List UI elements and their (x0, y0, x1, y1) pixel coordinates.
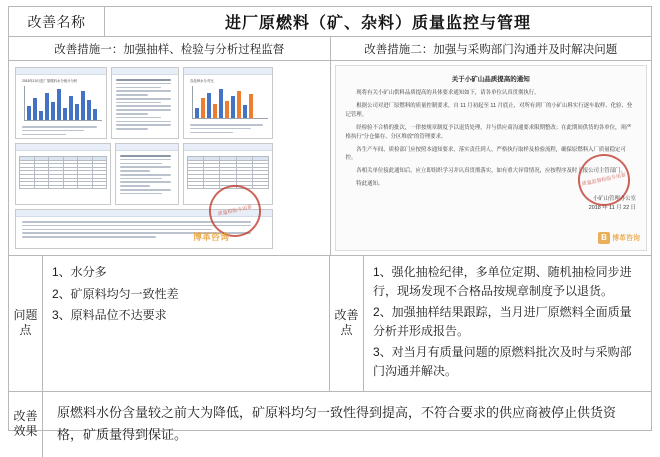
stamp-text: 质量检验专用章 (217, 204, 253, 218)
doc-header-bar (184, 68, 272, 75)
problem-list (43, 256, 330, 391)
doc-header-bar (16, 144, 110, 151)
improvement-report-table (8, 6, 652, 443)
list-item: 2、矿原料均匀一致性差 (52, 286, 179, 301)
doc-header-bar (16, 68, 106, 75)
page-title: 进厂原燃料（矿、杂料）质量监控与管理 (224, 15, 531, 32)
notice-paragraph-6: 特此通知。 (356, 181, 384, 188)
stamp-text: 质量监督检验专用章 (581, 172, 627, 188)
chart-y-axis (24, 86, 25, 120)
list-item: 3、原料品位不达要求 (52, 308, 167, 323)
mini-bar-chart (195, 86, 253, 118)
doc-text-lines (188, 122, 270, 137)
notice-sign-date: 2018 年 11 月 22 日 (588, 205, 636, 212)
collage-doc-chart-2 (183, 67, 273, 139)
notice-sign-company: 小矿山管理办公室 (592, 196, 636, 203)
list-item: 3、对当月有质量问题的原燃料批次及时与采购部门沟通并解决。 (373, 345, 632, 378)
measure-one-evidence (9, 61, 331, 255)
collage-doc-table-1 (15, 143, 111, 205)
measures-header-row (9, 37, 651, 61)
collage-doc-text-2 (115, 143, 179, 205)
doc-header-bar (112, 68, 178, 75)
list-item: 2、加强抽样结果跟踪，当月进厂原燃料全面质量分析并形成报告。 (373, 305, 632, 338)
improvement-label (330, 256, 364, 391)
watermark-right (598, 232, 640, 244)
effect-label-text: 改善效果 (13, 409, 38, 439)
mini-chart-title: 各品种水分对比 (190, 79, 214, 83)
watermark-left: 博革咨询 (193, 232, 230, 242)
improvement-column (330, 256, 651, 391)
notice-paragraph-1: 现将有关小矿山供料品质提高的具体要求通知如下，请各单位认真贯彻执行。 (356, 90, 540, 96)
title-label: 改善名称 (9, 7, 105, 36)
notice-heading: 关于小矿山品质提高的通知 (451, 76, 530, 83)
measure-two-evidence (331, 61, 652, 255)
effect-text: 原燃料水份含量较之前大为降低，矿原料均匀一致性得到提高，不符合要求的供应商被停止供货资格，矿质量得到保证。 (57, 404, 617, 443)
notice-document (335, 65, 648, 251)
problem-label (9, 256, 43, 391)
measure-one-header: 改善措施一：加强抽样、检验与分析过程监督 (9, 37, 331, 60)
notice-paragraph-5: 各相关单位接此通知后，应立即组织学习并认真贯彻落实，如有重大异常情况，应按程序及时上报公司主管部门。 (356, 168, 626, 175)
doc-header-bar (116, 144, 178, 151)
watermark-badge-icon: B (598, 232, 610, 244)
list-item: 1、强化抽检纪律，多单位定期、随机抽检同步进行，现场发现不合格品按规章制度予以退货。 (373, 265, 632, 298)
title-row (9, 7, 651, 37)
measure-two-header: 改善措施二：加强与采购部门沟通并及时解决问题 (364, 43, 618, 56)
watermark-label: 博革咨询 (612, 235, 640, 242)
chart-x-axis (24, 120, 102, 121)
doc-text-lines (20, 124, 104, 139)
collage-doc-chart-1 (15, 67, 107, 139)
list-item: 1、水分多 (52, 265, 107, 279)
notice-paragraph-2: 根据公司对进厂原燃料的质量控制要求，自 11 月初起至 11 月底止，对所有到厂的小矿山料实行逐车取样、化验、登记管理。 (345, 102, 633, 118)
report-collage (13, 65, 326, 251)
chart-y-axis (192, 86, 193, 118)
problem-column (9, 256, 330, 391)
problem-label-text: 问题点 (13, 308, 38, 338)
mini-bar-chart (27, 86, 97, 120)
chart-x-axis (192, 118, 268, 119)
problem-improvement-row (9, 256, 651, 392)
doc-text-lines (116, 151, 178, 201)
doc-header-bar (184, 144, 272, 151)
notice-paragraph-4: 各生产车间、质检部门应按照本通知要求，落实责任到人，严格执行取样及检验流程，确保原燃料入厂质量稳定可控。 (345, 146, 626, 162)
mini-table (187, 156, 269, 189)
improvement-list (364, 256, 651, 391)
evidence-images-row (9, 61, 651, 256)
collage-doc-text-1 (111, 67, 179, 139)
mini-table (19, 156, 107, 189)
effect-row (9, 392, 651, 457)
mini-chart-title: 2018年10月进厂原燃料水分统计分析 (22, 79, 78, 83)
improvement-label-text: 改善点 (334, 308, 359, 338)
doc-text-lines (112, 75, 178, 136)
notice-paragraph-3: 经检验不合格的批次，一律按规章制度予以退货处理，并与供应商沟通要求限期整改；在此期间供货的各单位，须严格执行"分仓储存、分区堆放"的管理要求。 (345, 124, 632, 140)
effect-label (9, 392, 43, 457)
